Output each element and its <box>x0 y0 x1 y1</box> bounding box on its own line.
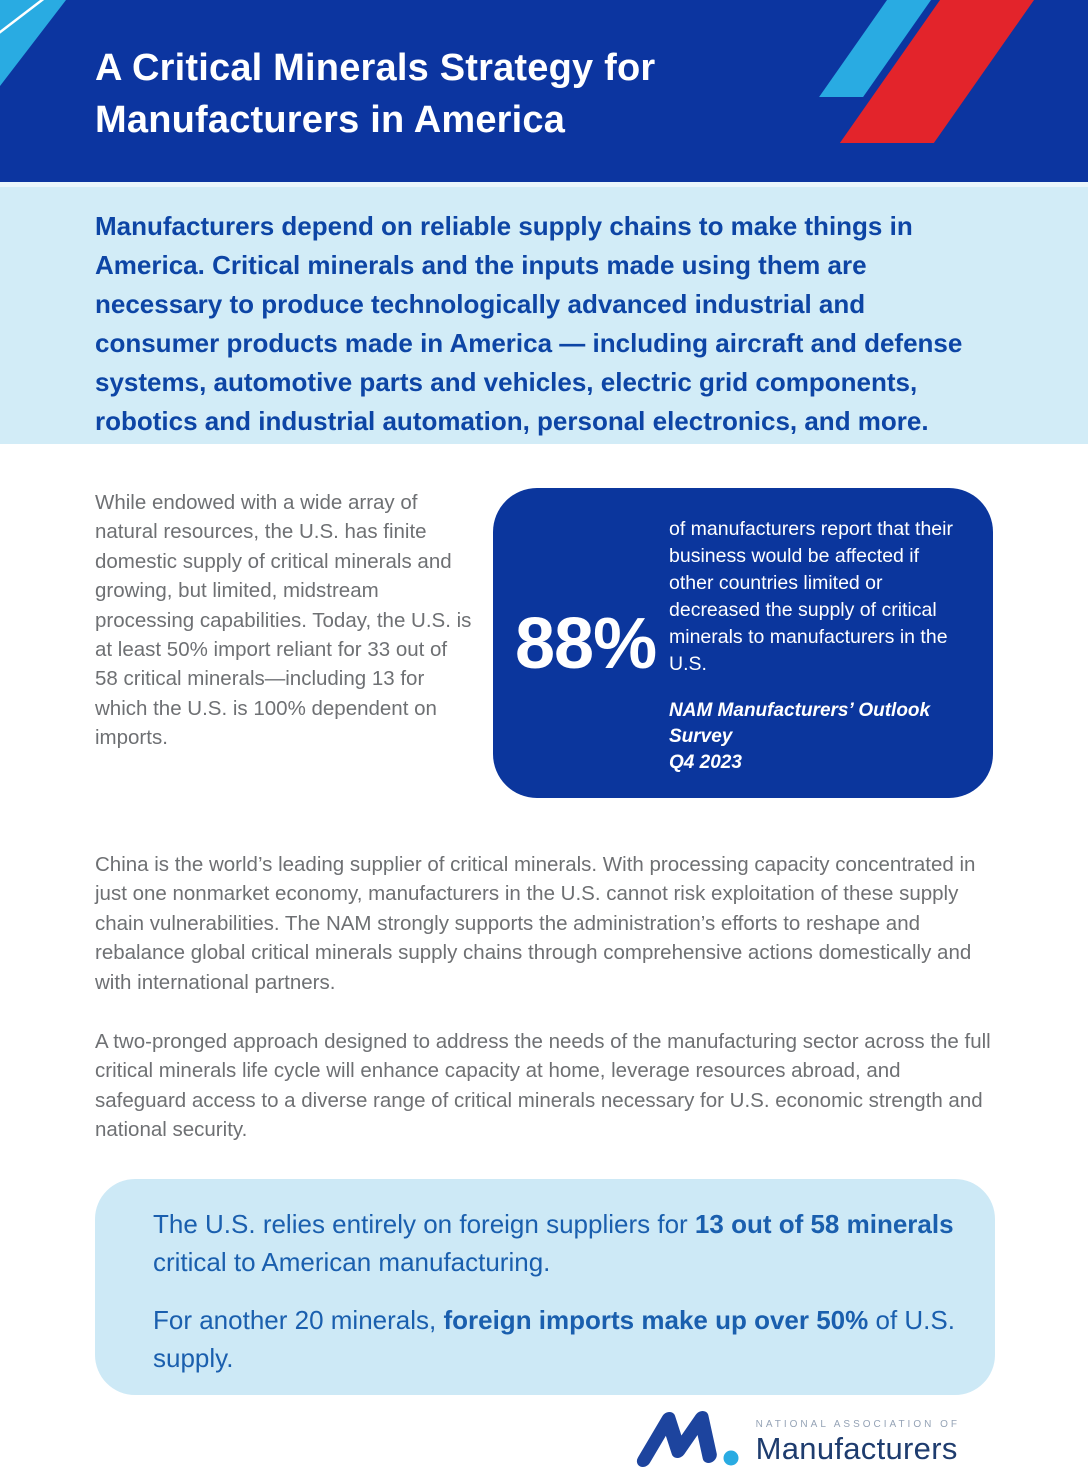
key-facts-box <box>95 1179 995 1395</box>
nam-logo-text <box>756 1419 960 1467</box>
paragraph-two-pronged: A two-pronged approach designed to address the needs of the manufacturing sector across the full critical minerals life cycle will enhance capacity at home, leverage resources abroad, and safeguard access to a diverse range of critical minerals necessary for U.S. economic strength and national security. <box>95 1030 991 1142</box>
page-title <box>0 0 1088 146</box>
nam-org-small-label: NATIONAL ASSOCIATION OF <box>755 1419 960 1431</box>
main-content <box>0 488 1088 1467</box>
nam-logo-mark-icon <box>636 1409 742 1467</box>
nam-logo <box>636 1409 960 1467</box>
stat-description: of manufacturers report that their business would be affected if other countries limited or decreased the supply of critical minerals to manufacturers in the U.S. <box>669 518 953 675</box>
key-fact-2 <box>153 1301 955 1377</box>
key-fact-2-bold: foreign imports make up over 50% <box>443 1304 869 1335</box>
nam-logo-dot-icon <box>723 1450 738 1465</box>
stat-source-line2: Q4 2023 <box>669 752 742 773</box>
intro-section <box>0 182 1088 444</box>
paragraph-china-supplier: China is the world’s leading supplier of critical minerals. With processing capacity concentrated in just one nonmarket economy, manufacturers in the U.S. cannot risk exploitation of these supply chain vulnerabilities. The NAM strongly supports the administration’s efforts to reshape and rebalance global critical minerals supply chains through comprehensive actions domestically and with international partners. <box>95 853 976 994</box>
key-fact-1 <box>153 1205 955 1281</box>
key-fact-1-bold: 13 out of 58 minerals <box>694 1208 954 1239</box>
key-fact-2-pre: For another 20 minerals, <box>153 1304 444 1335</box>
intro-paragraph: Manufacturers depend on reliable supply chains to make things in America. Critical minerals and the inputs made using them are necessary to produce technologically advanced industrial and consumer products made in America — including aircraft and defense systems, automotive parts and vehicles, electric grid components, robotics and industrial automation, personal electronics, and more. <box>95 211 963 436</box>
footer <box>95 1409 993 1467</box>
key-fact-1-pre: The U.S. relies entirely on foreign suppliers for <box>153 1208 695 1239</box>
header-banner <box>0 0 1088 182</box>
stat-value: 88% <box>515 604 657 684</box>
stat-text-block <box>669 512 967 776</box>
page-title-line1: A Critical Minerals Strategy for <box>95 47 656 89</box>
nam-org-name-label: Manufacturers <box>755 1431 958 1467</box>
stat-callout-box <box>493 488 993 798</box>
page-title-line2: Manufacturers in America <box>95 99 566 141</box>
supply-row <box>95 488 993 798</box>
key-fact-2-post: of U.S. supply. <box>153 1304 955 1373</box>
key-fact-1-post: critical to American manufacturing. <box>153 1246 551 1277</box>
paragraph-domestic-supply: While endowed with a wide array of natural resources, the U.S. has finite domestic supply of critical minerals and growing, but limited, midstream processing capabilities. Today, the U.S. is at least 50% import reliant for 33 out of 58 critical minerals—including 13 for which the U.S. is 100% dependent on imports. <box>95 491 472 750</box>
stat-source-line1: NAM Manufacturers’ Outlook Survey <box>669 700 931 747</box>
stat-source <box>669 698 967 776</box>
